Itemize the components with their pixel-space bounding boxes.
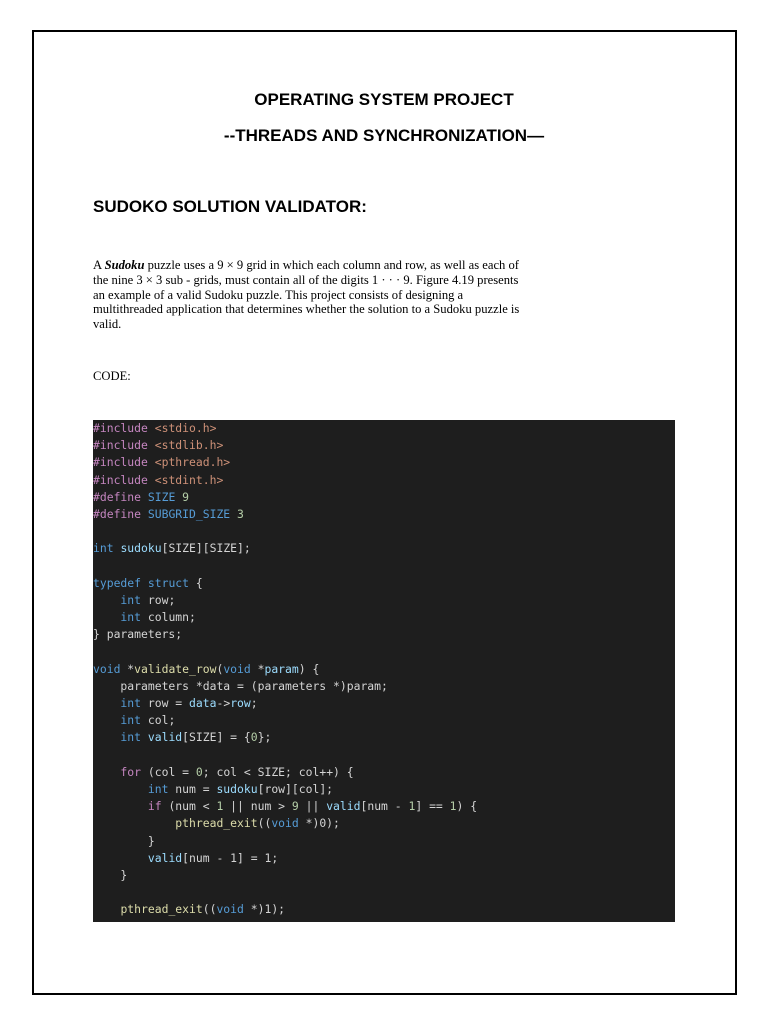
code-token: (num < bbox=[168, 799, 217, 814]
code-token: <stdlib.h> bbox=[154, 438, 224, 453]
code-token: } bbox=[93, 867, 128, 882]
code-token: int bbox=[93, 781, 176, 796]
code-token: typedef bbox=[93, 575, 148, 590]
code-token: *)1); bbox=[250, 902, 286, 917]
code-token: <stdint.h> bbox=[154, 472, 224, 487]
code-line bbox=[93, 695, 675, 712]
code-token bbox=[93, 851, 148, 865]
code-token: void bbox=[271, 816, 306, 831]
code-line bbox=[93, 558, 675, 575]
code-token: #define bbox=[93, 489, 148, 504]
code-line bbox=[93, 506, 675, 523]
code-token: if bbox=[93, 799, 169, 814]
code-token: parameters *data = (parameters *)param; bbox=[93, 678, 388, 693]
code-token: SUBGRID_SIZE bbox=[147, 506, 238, 521]
code-line bbox=[93, 781, 675, 798]
code-token: } parameters; bbox=[93, 627, 183, 642]
code-token: ( bbox=[216, 661, 224, 676]
code-token: 0 bbox=[195, 764, 203, 779]
code-line bbox=[93, 729, 675, 746]
code-token: int bbox=[93, 696, 148, 710]
code-line bbox=[93, 643, 675, 660]
code-token: * bbox=[257, 661, 265, 676]
code-token: row; bbox=[147, 592, 176, 607]
code-token: pthread_exit bbox=[120, 902, 203, 917]
code-token: <pthread.h> bbox=[154, 455, 231, 470]
code-token: void bbox=[216, 902, 251, 917]
code-token: int bbox=[93, 610, 148, 625]
code-line bbox=[93, 833, 675, 850]
code-token: sudoku bbox=[216, 781, 258, 796]
code-token: int bbox=[93, 592, 148, 607]
code-line bbox=[93, 747, 675, 764]
code-token: [SIZE][SIZE]; bbox=[161, 541, 251, 556]
code-line bbox=[93, 472, 675, 489]
code-token: #include bbox=[93, 455, 155, 470]
code-token: #include bbox=[93, 438, 155, 453]
code-token: 0 bbox=[250, 730, 258, 745]
code-listing bbox=[93, 420, 675, 918]
code-token: (( bbox=[202, 902, 217, 917]
page-title: OPERATING SYSTEM PROJECT bbox=[254, 90, 514, 109]
code-line bbox=[93, 661, 675, 678]
code-token bbox=[93, 902, 120, 916]
page-subtitle: --THREADS AND SYNCHRONIZATION— bbox=[223, 126, 545, 145]
section-heading: SUDOKO SOLUTION VALIDATOR: bbox=[93, 197, 367, 216]
code-line bbox=[93, 609, 675, 626]
code-token: row = bbox=[147, 696, 190, 710]
code-token: valid bbox=[326, 799, 361, 814]
code-token: param bbox=[264, 661, 299, 676]
intro-prefix: A bbox=[93, 258, 105, 272]
code-token: valid bbox=[147, 730, 183, 745]
code-token bbox=[93, 816, 175, 830]
code-line bbox=[93, 901, 675, 918]
code-token: || num > bbox=[223, 799, 292, 814]
code-token: #include bbox=[93, 472, 155, 487]
code-token: ) { bbox=[456, 799, 478, 814]
code-token: column; bbox=[147, 610, 196, 625]
intro-text: puzzle uses a 9 × 9 grid in which each column and row, as well as each of the nine 3 × 3 sub - grids, must contain all of the digits 1 · · · 9. Figure 4.19 presents an example of a valid Sudoku puzzle. This project consists of designing a multithreaded application that determines whether the solution to a Sudoku puzzle is valid. bbox=[93, 258, 520, 332]
code-token: int bbox=[93, 713, 148, 728]
code-token: void bbox=[223, 661, 258, 676]
code-line bbox=[93, 867, 675, 884]
code-label: CODE: bbox=[93, 369, 131, 383]
code-token: ] == bbox=[415, 799, 450, 814]
code-token: [num - 1] = 1; bbox=[182, 850, 279, 865]
code-token: || bbox=[298, 799, 327, 814]
code-token: struct bbox=[147, 575, 196, 590]
code-line bbox=[93, 712, 675, 729]
code-line bbox=[93, 592, 675, 609]
code-token: int bbox=[93, 541, 121, 556]
code-token: sudoku bbox=[120, 541, 162, 556]
code-token: 1 bbox=[216, 799, 224, 814]
code-token: ; bbox=[250, 696, 258, 710]
code-token: (col = bbox=[147, 764, 196, 779]
code-line bbox=[93, 420, 675, 437]
code-line bbox=[93, 437, 675, 454]
code-token: #define bbox=[93, 506, 148, 521]
code-token: [SIZE] = { bbox=[182, 730, 251, 745]
code-line bbox=[93, 489, 675, 506]
code-token: 9 bbox=[291, 799, 299, 814]
intro-paragraph bbox=[93, 258, 533, 332]
code-token: }; bbox=[257, 730, 272, 745]
intro-bold-word: Sudoku bbox=[104, 258, 145, 272]
code-line bbox=[93, 815, 675, 832]
code-token: { bbox=[195, 575, 203, 590]
code-token: 3 bbox=[237, 506, 244, 521]
code-line bbox=[93, 540, 675, 557]
code-token: <stdio.h> bbox=[154, 421, 217, 435]
code-token: -> bbox=[216, 696, 231, 710]
code-line bbox=[93, 454, 675, 471]
code-line bbox=[93, 850, 675, 867]
code-token: ; col < SIZE; col++) { bbox=[202, 764, 354, 779]
code-token: int bbox=[93, 730, 148, 745]
code-token: SIZE bbox=[147, 489, 183, 504]
code-token: 1 bbox=[408, 799, 416, 814]
code-line bbox=[93, 523, 675, 540]
code-token: *)0); bbox=[305, 816, 340, 831]
code-token: void bbox=[93, 661, 128, 676]
code-token: 1 bbox=[449, 799, 457, 814]
code-token: [row][col]; bbox=[257, 781, 334, 796]
code-token: 9 bbox=[182, 489, 190, 504]
code-line bbox=[93, 884, 675, 901]
code-token: } bbox=[93, 833, 155, 848]
code-line bbox=[93, 626, 675, 643]
code-token: valid bbox=[147, 850, 183, 865]
code-token: pthread_exit bbox=[175, 816, 258, 831]
code-line bbox=[93, 798, 675, 815]
code-token: data bbox=[189, 696, 217, 710]
code-line bbox=[93, 678, 675, 695]
code-token: col; bbox=[147, 713, 176, 728]
code-token: validate_row bbox=[134, 661, 217, 676]
code-token: ) { bbox=[298, 661, 320, 676]
code-block bbox=[93, 420, 675, 922]
code-token: for bbox=[93, 764, 148, 779]
code-token: [num - bbox=[360, 799, 409, 814]
code-token: row bbox=[230, 696, 251, 710]
code-token: * bbox=[127, 661, 135, 676]
code-token: #include bbox=[93, 421, 155, 435]
code-line bbox=[93, 575, 675, 592]
code-token: (( bbox=[257, 816, 272, 831]
code-line bbox=[93, 764, 675, 781]
code-token: num = bbox=[175, 781, 217, 796]
